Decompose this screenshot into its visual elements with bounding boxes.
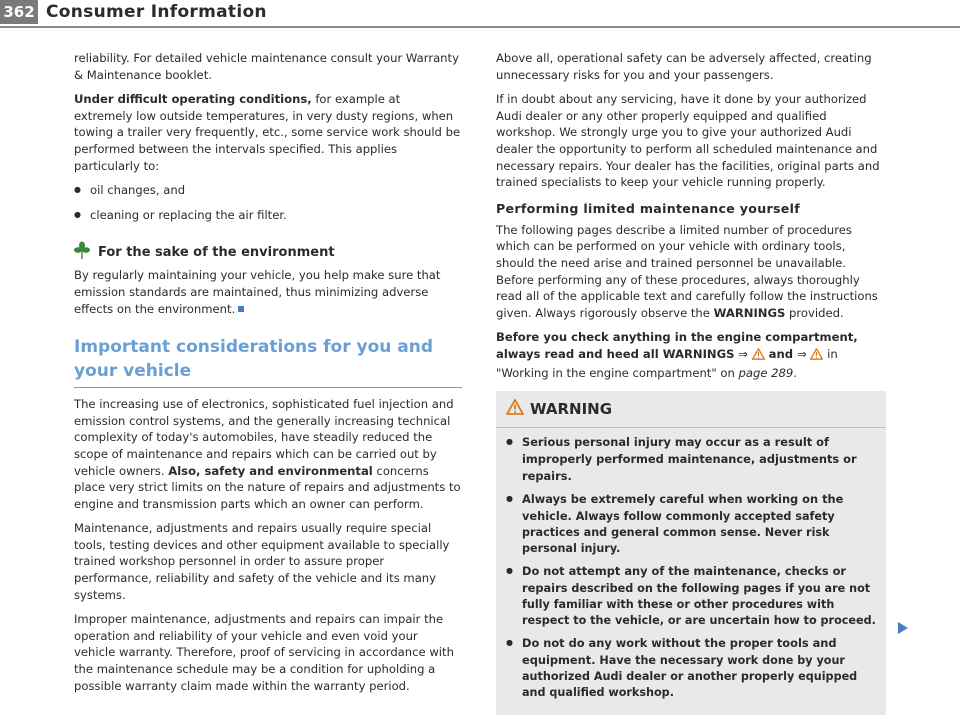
warning-triangle-icon	[810, 348, 823, 365]
section-title: Consumer Information	[46, 2, 267, 22]
environment-heading	[74, 241, 462, 263]
page-header	[0, 0, 960, 34]
paragraph: Under difficult operating conditions, for example at extremely low outside temperatures, in very dusty regions, when towing a trailer very frequently, etc., some service work should be performed between the intervals specified. This applies particularly to:	[74, 92, 461, 173]
paragraph: The following pages describe a limited number of procedures which can be performed on your vehicle with ordinary tools, should the need arise and trained personnel be unavailable. Before performing any of these procedures, always thoroughly read all of the applicable text and carefully follow the instructions given. Always rigorously observe the WARNINGS provided.	[496, 222, 878, 320]
header-rule	[0, 26, 960, 28]
page-number: 362	[0, 0, 38, 24]
warning-triangle-icon	[752, 348, 765, 365]
paragraph: If in doubt about any servicing, have it done by your authorized Audi dealer or any other properly equipped and qualified workshop. We strongly urge you to give your authorized Audi dealer the opportunity to perform all scheduled maintenance and necessary repairs. Your dealer has the facilities, original parts and trained specialists to keep your vehicle running properly.	[496, 92, 880, 190]
warning-item: ● Do not attempt any of the maintenance, checks or repairs described on the following pages if you are not fully familiar with these or other procedures with respect to the vehicle, or are uncertain how to proceed.	[506, 563, 876, 629]
warning-list	[496, 434, 886, 701]
list-item: ● cleaning or replacing the air filter.	[74, 207, 462, 224]
end-marker-icon	[238, 306, 244, 312]
warning-triangle-icon	[506, 399, 530, 419]
next-page-arrow-icon[interactable]	[897, 620, 909, 639]
bullet-list	[74, 182, 462, 223]
environment-text: By regularly maintaining your vehicle, you help make sure that emission standards are maintained, thus minimizing adverse effects on the environment.	[74, 268, 441, 316]
paragraph: Above all, operational safety can be adversely affected, creating unnecessary risks for you and your passengers.	[496, 51, 872, 82]
page-reference-link[interactable]: page 289	[738, 365, 794, 380]
warning-item: ● Always be extremely careful when working on the vehicle. Always follow commonly accepted safety practices and general common sense. Never risk personal injury.	[506, 491, 876, 557]
bold-lead: Under difficult operating conditions,	[74, 92, 312, 107]
paragraph: reliability. For detailed vehicle maintenance consult your Warranty & Maintenance booklet.	[74, 51, 459, 82]
warning-header	[496, 391, 886, 428]
subheading: Performing limited maintenance yourself	[496, 200, 801, 216]
warning-title: WARNING	[530, 400, 613, 419]
engine-warning-reference: Before you check anything in the engine compartment, always read and heed all WARNINGS ⇒ and ⇒ in "Working in the engine compartment" on page 289.	[496, 330, 858, 380]
environment-title: For the sake of the environment	[98, 244, 335, 260]
warning-box	[496, 391, 886, 715]
list-item: ● oil changes, and	[74, 182, 462, 199]
paragraph: Improper maintenance, adjustments and repairs can impair the operation and reliability of your vehicle and even void your vehicle warranty. Therefore, proof of servicing in accordance with the maintenance schedule may be a condition for upholding a possible warranty claim made within the warranty period.	[74, 612, 454, 693]
warning-item: ● Do not do any work without the proper tools and equipment. Have the necessary work done by your authorized Audi dealer or another properly equipped and qualified workshop.	[506, 635, 876, 701]
section-heading: Important considerations for you and your vehicle	[74, 335, 462, 388]
leaf-icon	[74, 241, 90, 263]
warning-item: ● Serious personal injury may occur as a result of improperly performed maintenance, adjustments or repairs.	[506, 434, 876, 485]
paragraph: The increasing use of electronics, sophisticated fuel injection and emission control systems, and the generally increasing technical complexity of today's automobiles, have steadily reduced the scope of maintenance and repairs which can be carried out by vehicle owners. Also, safety and environmental concerns place very strict limits on the nature of repairs and adjustments to engine and transmission parts which an owner can perform.	[74, 397, 461, 511]
paragraph: Maintenance, adjustments and repairs usually require special tools, testing devices and other equipment available to specially trained workshop personnel in order to assure proper performance, reliability and safety of the vehicle and its many systems.	[74, 521, 450, 602]
right-column	[496, 50, 886, 715]
left-column	[74, 50, 462, 702]
